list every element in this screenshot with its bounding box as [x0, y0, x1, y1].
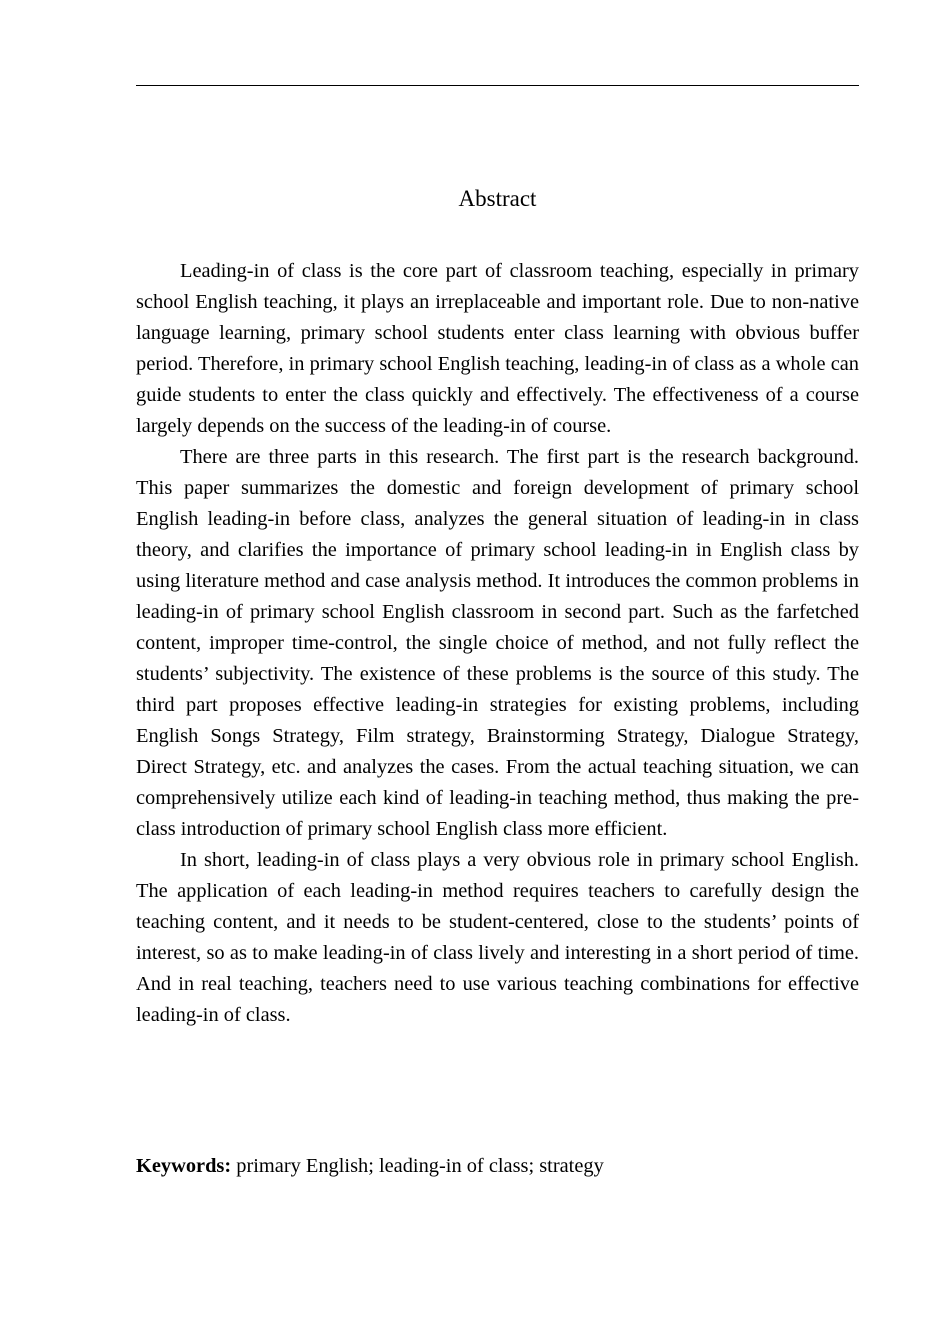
keywords-line — [136, 1151, 859, 1182]
abstract-paragraph-1: Leading-in of class is the core part of classroom teaching, especially in primary school English teaching, it plays an irreplaceable and important role. Due to non-native language learning, primary school students enter class learning with obvious buffer period. Therefore, in primary school English teaching, leading-in of class as a whole can guide students to enter the class quickly and effectively. The effectiveness of a course largely depends on the success of the leading-in of course. — [136, 260, 859, 437]
abstract-paragraph-2: There are three parts in this research. The first part is the research background. This paper summarizes the domestic and foreign development of primary school English leading-in before class, analyzes the general situation of leading-in in class theory, and clarifies the importance of primary school leading-in in English class by using literature method and case analysis method. It introduces the common problems in leading-in of primary school English classroom in second part. Such as the farfetched content, improper time-control, the single choice of method, and not fully reflect the students’ subjectivity. The existence of these problems is the source of this study. The third part proposes effective leading-in strategies for existing problems, including English Songs Strategy, Film strategy, Brainstorming Strategy, Dialogue Strategy, Direct Strategy, etc. and analyzes the cases. From the actual teaching situation, we can comprehensively utilize each kind of leading-in teaching method, thus making the pre-class introduction of primary school English class more efficient. — [136, 446, 859, 840]
keywords-value: primary English; leading-in of class; strategy — [231, 1155, 604, 1177]
header-rule — [136, 85, 859, 86]
abstract-paragraph-3: In short, leading-in of class plays a very obvious role in primary school English. The application of each leading-in method requires teachers to carefully design the teaching content, and it needs to be student-centered, close to the students’ points of interest, so as to make leading-in of class lively and interesting in a short period of time. And in real teaching, teachers need to use various teaching combinations for effective leading-in of class. — [136, 849, 859, 1026]
page-title: Abstract — [458, 186, 537, 211]
abstract-body — [136, 256, 859, 1031]
keywords-label: Keywords: — [136, 1155, 232, 1177]
